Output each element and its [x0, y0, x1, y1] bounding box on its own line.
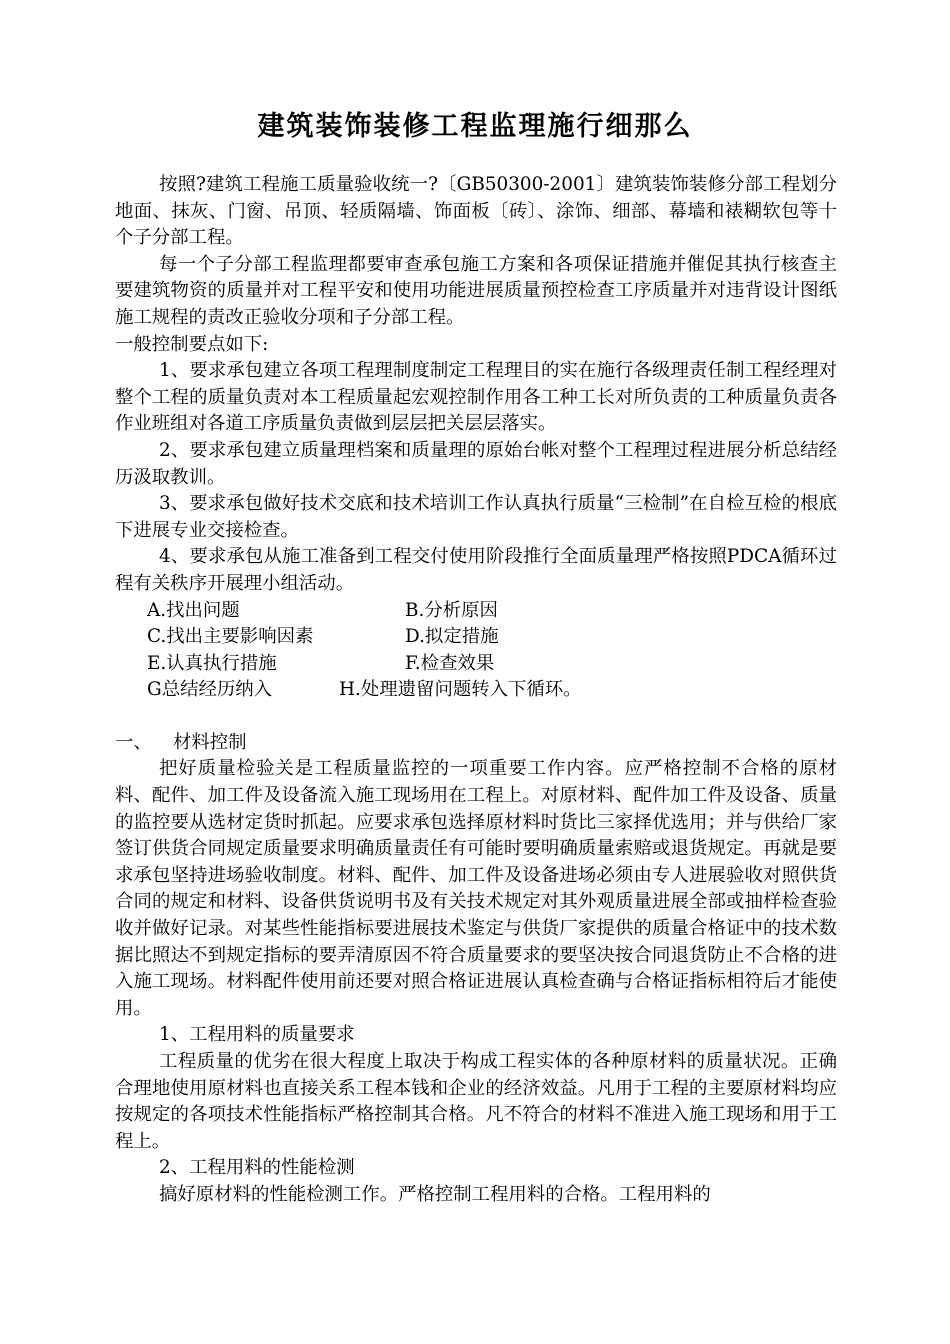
- pdca-step-d: D.拟定措施: [405, 626, 499, 648]
- pdca-step-e: E.认真执行措施: [147, 652, 277, 674]
- pdca-steps: [115, 598, 837, 704]
- subheading-performance-testing: 2、工程用料的性能检测: [159, 1157, 355, 1179]
- section-title: 材料控制: [173, 731, 247, 753]
- subheading-quality-requirements: 1、工程用料的质量要求: [159, 1024, 355, 1046]
- pdca-step-b: B.分析原因: [405, 599, 498, 621]
- pdca-step-a: A.找出问题: [147, 599, 240, 621]
- pdca-step-g: G总结经历纳入: [147, 679, 273, 701]
- document-title: 建筑装饰装修工程监理施行细那么: [257, 111, 693, 142]
- section-heading: [115, 730, 837, 757]
- spacer: [115, 704, 837, 730]
- paragraph-control-points-lead: 一般控制要点如下:: [115, 333, 269, 355]
- paragraph-point-4: 4、要求承包从施工准备到工程交付使用阶段推行全面质量理严格按照PDCA循环过程有关秩序开展理小组活动。: [115, 546, 837, 594]
- paragraph-material-control: 把好质量检验关是工程质量监控的一项重要工作内容。应严格控制不合格的原材料、配件、加工件及设备流入施工现场用在工程上。对原材料、配件加工件及设备、质量的监控要从选材定货时抓起。应要求承包选择原材料时货比三家择优选用；并与供给厂家签订供货合同规定质量要求明确质量责任有可能时要明确质量索赔或退货规定。再就是要求承包坚持进场验收制度。材料、配件、加工件及设备进场必须由专人进展验收对照供货合同的规定和材料、设备供货说明书及有关技术规定对其外观质量进展全部或抽样检查验收并做好记录。对某些性能指标要进展技术鉴定与供货厂家提供的质量合格证中的技术数据比照达不到规定指标的要弄清原因不符合质量要求的要坚决按合同退货防止不合格的进入施工现场。材料配件使用前还要对照合格证进展认真检查确与合格证指标相符后才能使用。: [115, 758, 837, 1019]
- document-body: [115, 172, 837, 1209]
- pdca-row: [115, 651, 837, 678]
- paragraph-point-1: 1、要求承包建立各项工程理制度制定工程理目的实在施行各级理责任制工程经理对整个工程的质量负责对本工程质量起宏观控制作用各工种工长对所负责的工种质量负责各作业班组对各道工序质量负责做到层层把关层层落实。: [115, 360, 837, 435]
- paragraph-intro: 按照?建筑工程施工质量验收统一?〔GB50300-2001〕建筑装饰装修分部工程划分地面、抹灰、门窗、吊顶、轻质隔墙、饰面板〔砖〕、涂饰、细部、幕墙和裱糊软包等十个子分部工程。: [115, 174, 837, 249]
- pdca-row: [115, 598, 837, 625]
- pdca-step-c: C.找出主要影响因素: [147, 626, 314, 648]
- pdca-row: [115, 624, 837, 651]
- pdca-row: [115, 677, 837, 704]
- paragraph-performance-testing: 搞好原材料的性能检测工作。严格控制工程用料的合格。工程用料的: [159, 1183, 711, 1205]
- paragraph-point-3: 3、要求承包做好技术交底和技术培训工作认真执行质量“三检制”在自检互检的根底下进展专业交接检查。: [115, 493, 837, 541]
- paragraph-point-2: 2、要求承包建立质量理档案和质量理的原始台帐对整个工程理过程进展分析总结经历汲取教训。: [115, 439, 837, 488]
- pdca-step-f: F.检查效果: [405, 652, 495, 674]
- pdca-step-h: H.处理遗留问题转入下循环。: [339, 679, 582, 701]
- section-number: 一、: [115, 731, 152, 753]
- paragraph-quality-requirements: 工程质量的优劣在很大程度上取决于构成工程实体的各种原材料的质量状况。正确合理地使用原材料也直接关系工程本钱和企业的经济效益。凡用于工程的主要原材料均应按规定的各项技术性能指标严格控制其合格。凡不符合的材料不准进入施工现场和用于工程上。: [115, 1051, 837, 1152]
- paragraph-supervision: 每一个子分部工程监理都要审查承包施工方案和各项保证措施并催促其执行核查主要建筑物资的质量并对工程平安和使用功能进展质量预控检查工序质量并对违背设计图纸施工规程的责改正验收分项和子分部工程。: [115, 253, 837, 328]
